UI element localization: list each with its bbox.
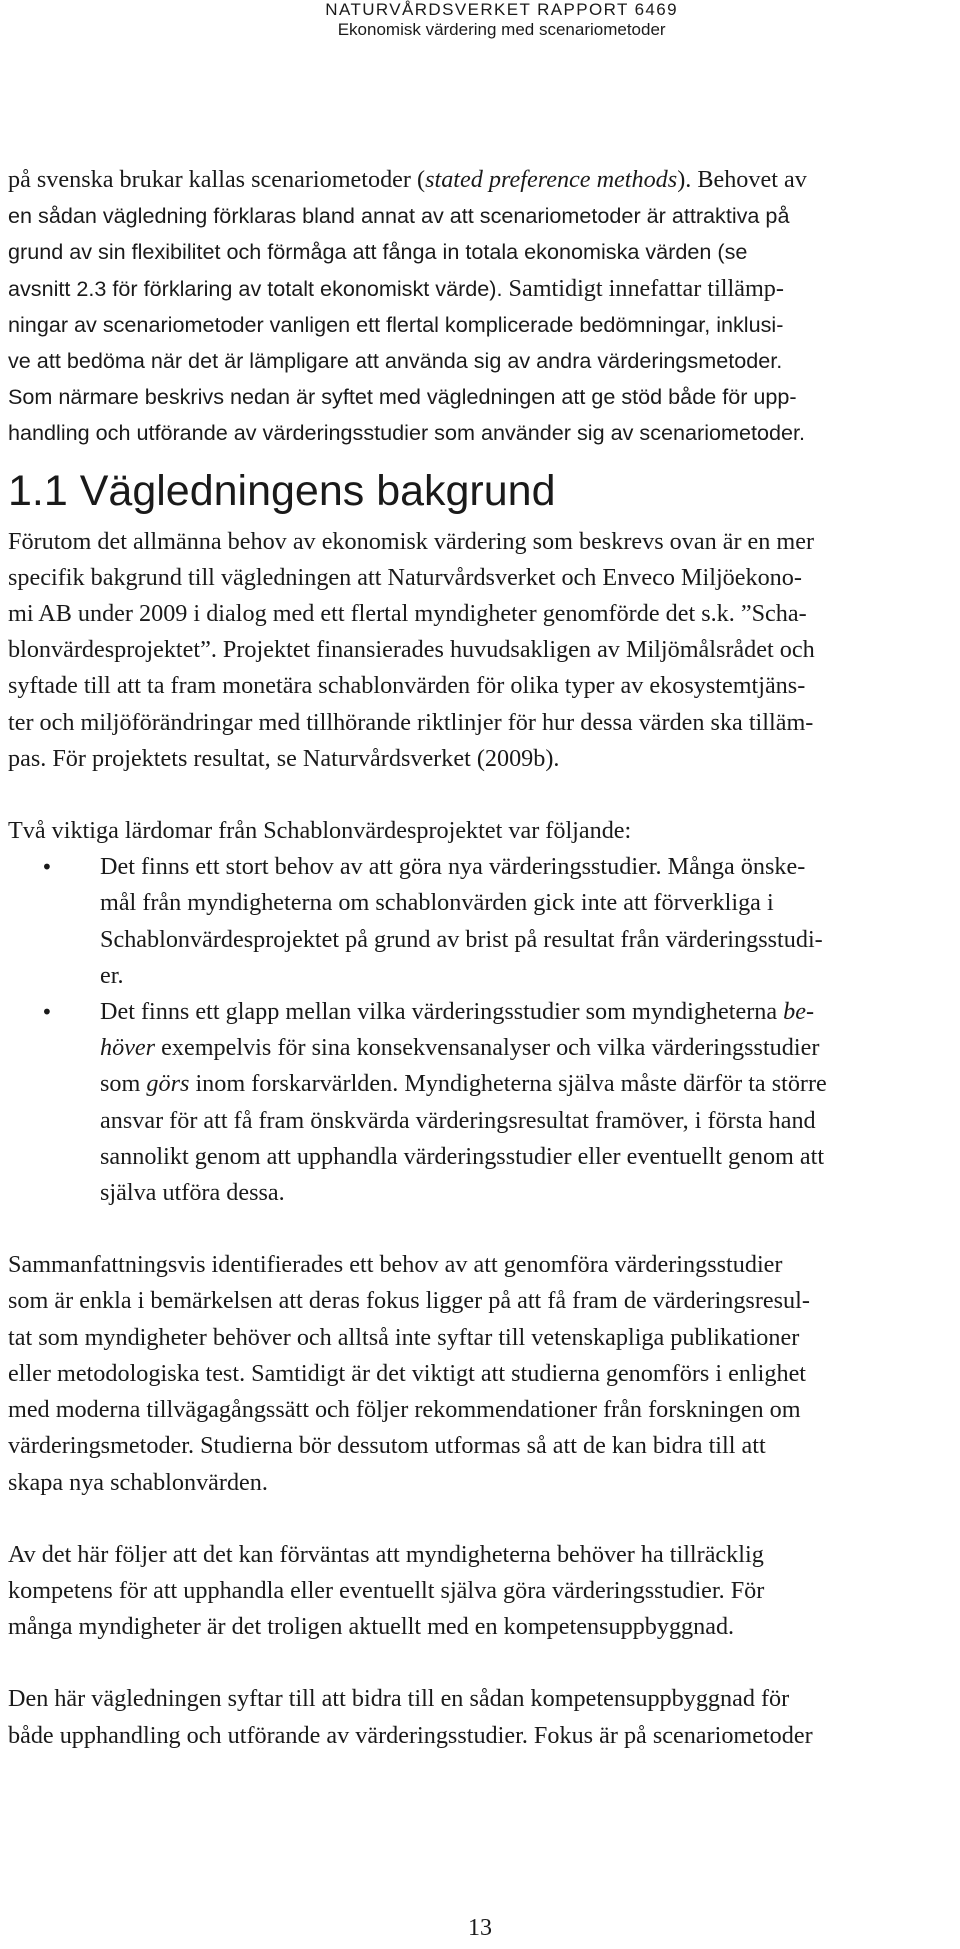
text-line: ve att bedöma när det är lämpligare att använda sig av andra värderingsmetoder. — [8, 348, 783, 374]
text-line: eller metodologiska test. Samtidigt är det viktigt att studierna genomförs i enlighet — [8, 1359, 807, 1387]
text-line: som är enkla i bemärkelsen att deras fokus ligger på att få fram de värderingsresul- — [8, 1287, 810, 1315]
text-line: pas. För projektets resultat, se Naturvårdsverket (2009b). — [8, 744, 560, 772]
text-line: Det finns ett glapp mellan vilka värderingsstudier som myndigheterna be- — [100, 998, 815, 1026]
text-line: värderingsmetoder. Studierna bör dessutom utformas så att de kan bidra till att — [8, 1432, 766, 1460]
intro-paragraph — [8, 162, 948, 452]
text-line: Sammanfattningsvis identifierades ett behov av att genomföra värderingsstudier — [8, 1251, 783, 1279]
text-line: grund av sin flexibilitet och förmåga att fånga in totala ekonomiska värden (se — [8, 239, 748, 265]
text-line: Förutom det allmänna behov av ekonomisk värdering som beskrevs ovan är en mer — [8, 527, 815, 555]
text-line: Av det här följer att det kan förväntas att myndigheterna behöver ha tillräcklig — [8, 1540, 764, 1568]
text-line: mål från myndigheterna om schablonvärden gick inte att förverkliga i — [100, 889, 774, 917]
text-line: ter och miljöförändringar med tillhörande riktlinjer för hur dessa värden ska tilläm- — [8, 708, 814, 736]
text-line: ansvar för att få fram önskvärda värderingsresultat framöver, i första hand — [100, 1106, 816, 1134]
text-line: syftade till att ta fram monetära schablonvärden för olika typer av ekosystemtjäns- — [8, 672, 806, 700]
purpose-paragraph — [8, 1681, 948, 1753]
text-line: tat som myndigheter behöver och alltså inte syftar till vetenskapliga publikationer — [8, 1323, 800, 1351]
text-line: höver exempelvis för sina konsekvensanalyser och vilka värderingsstudier — [100, 1034, 820, 1062]
running-header — [325, 0, 678, 39]
bullet-icon: • — [41, 1000, 53, 1025]
text-line: handling och utförande av värderingsstudier som använder sig av scenariometoder. — [8, 420, 806, 446]
text-line: blonvärdesprojektet”. Projektet finansierades huvudsakligen av Miljömålsrådet och — [8, 636, 815, 664]
text-line: med moderna tillvägagångssätt och följer rekommendationer från forskningen om — [8, 1396, 801, 1424]
text-line: sannolikt genom att upphandla värderingsstudier eller eventuellt genom att — [100, 1142, 825, 1170]
text-line: som görs inom forskarvärlden. Myndigheterna själva måste därför ta större — [100, 1070, 827, 1098]
text-line: mi AB under 2009 i dialog med ett flertal myndigheter genomförde det s.k. ”Scha- — [8, 600, 807, 628]
text-line: ningar av scenariometoder vanligen ett flertal komplicerade bedömningar, inklusi- — [8, 311, 784, 337]
report-subtitle: Ekonomisk värdering med scenariometoder — [337, 19, 666, 39]
text-line: en sådan vägledning förklaras bland annat av att scenariometoder är attraktiva på — [8, 203, 790, 229]
text-line: avsnitt 2.3 för förklaring av totalt ekonomiskt värde). Samtidigt innefattar tillämp- — [8, 274, 784, 302]
text-line: skapa nya schablonvärden. — [8, 1468, 268, 1496]
text-line: Schablonvärdesprojektet på grund av brist på resultat från värderingsstudi- — [100, 925, 823, 953]
text-line: många myndigheter är det troligen aktuellt med en kompetensuppbyggnad. — [8, 1613, 735, 1641]
list-item — [8, 849, 948, 994]
page-body — [8, 162, 948, 1754]
text-line: specifik bakgrund till vägledningen att Naturvårdsverket och Enveco Miljöekono- — [8, 563, 802, 591]
lessons-intro: Två viktiga lärdomar från Schablonvärdesprojektet var följande: — [8, 817, 632, 845]
text-line: kompetens för att upphandla eller eventuellt själva göra värderingsstudier. För — [8, 1576, 765, 1604]
text-line: både upphandling och utförande av värderingsstudier. Fokus är på scenariometoder — [8, 1721, 813, 1749]
report-title: NATURVÅRDSVERKET RAPPORT 6469 — [325, 0, 678, 19]
text-line: själva utföra dessa. — [100, 1179, 285, 1207]
text-line: Den här vägledningen syftar till att bidra till en sådan kompetensuppbyggnad för — [8, 1685, 790, 1713]
text-line: på svenska brukar kallas scenariometoder (stated preference methods). Behovet av — [8, 166, 807, 193]
text-line: er. — [100, 961, 124, 989]
summary-paragraph — [8, 1247, 948, 1500]
text-line: Det finns ett stort behov av att göra nya värderingsstudier. Många önske- — [100, 853, 806, 881]
page-number: 13 — [468, 1915, 492, 1941]
list-item — [8, 994, 948, 1211]
competence-paragraph — [8, 1537, 948, 1646]
text-line: Som närmare beskrivs nedan är syftet med vägledningen att ge stöd både för upp- — [8, 384, 797, 410]
section-heading: 1.1 Vägledningens bakgrund — [8, 466, 556, 515]
background-paragraph — [8, 524, 948, 777]
lessons-list — [8, 849, 948, 1211]
bullet-icon: • — [41, 855, 53, 880]
